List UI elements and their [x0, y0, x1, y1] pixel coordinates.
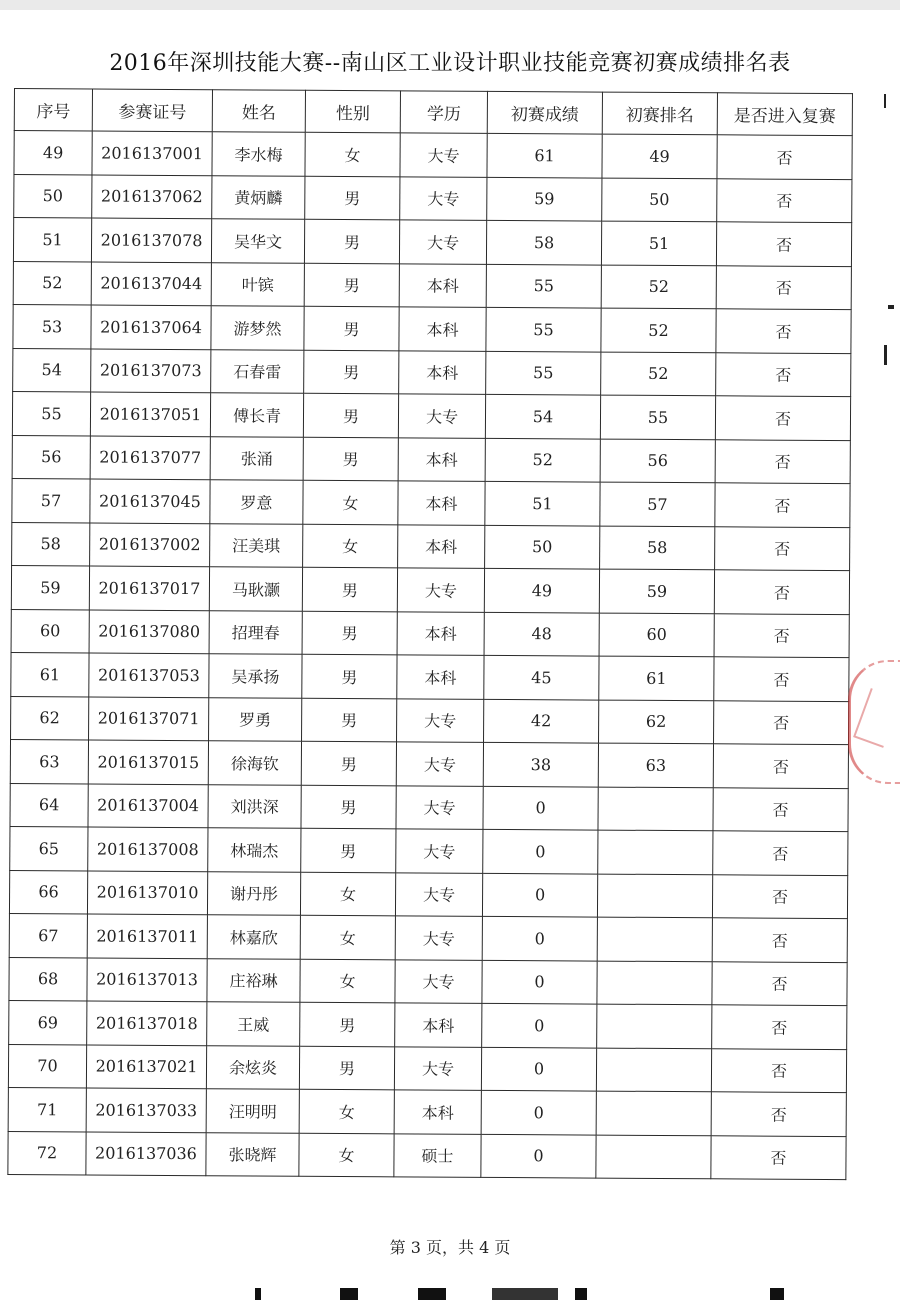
table-row: [13, 218, 851, 267]
cell-education: 大专: [400, 133, 487, 177]
cell-name: 石春雷: [211, 349, 304, 393]
cell-education: 本科: [399, 263, 486, 307]
table-row: [13, 304, 851, 353]
header-prelim-score: 初赛成绩: [487, 91, 602, 134]
scan-mark: [888, 305, 894, 309]
cell-gender: 女: [299, 1133, 394, 1177]
cell-education: 本科: [394, 1090, 481, 1134]
cell-entry-id: 2016137008: [88, 827, 208, 871]
cell-gender: 男: [304, 350, 399, 394]
cell-prelim-score: 0: [483, 829, 598, 873]
scan-mark: [255, 1288, 261, 1300]
scan-mark: [884, 345, 887, 365]
cell-advance: 否: [716, 352, 851, 396]
cell-gender: 男: [304, 219, 399, 263]
cell-seq: 55: [12, 391, 90, 435]
cell-seq: 53: [13, 304, 91, 348]
cell-name: 招理春: [209, 610, 302, 654]
red-stamp: [848, 660, 900, 784]
cell-seq: 59: [11, 565, 89, 609]
header-advance: 是否进入复赛: [717, 93, 852, 136]
cell-advance: 否: [712, 918, 847, 962]
cell-name: 谢丹彤: [207, 871, 300, 915]
cell-prelim-rank: 56: [600, 439, 715, 483]
cell-name: 李水梅: [212, 132, 305, 176]
cell-prelim-rank: 50: [602, 178, 717, 222]
header-gender: 性别: [305, 90, 400, 133]
cell-name: 余炫炎: [206, 1045, 299, 1089]
cell-seq: 63: [10, 739, 88, 783]
cell-seq: 64: [10, 783, 88, 827]
table-row: [9, 957, 847, 1006]
scan-edge: [0, 0, 900, 10]
header-prelim-rank: 初赛排名: [602, 92, 717, 135]
table-row: [12, 391, 850, 440]
cell-education: 大专: [400, 176, 487, 220]
cell-entry-id: 2016137011: [87, 914, 207, 958]
cell-name: 张晓辉: [206, 1132, 299, 1176]
cell-entry-id: 2016137051: [90, 392, 210, 436]
cell-name: 黄炳麟: [212, 175, 305, 219]
cell-gender: 女: [300, 872, 395, 916]
cell-name: 汪美琪: [210, 523, 303, 567]
cell-prelim-rank: 52: [601, 308, 716, 352]
cell-prelim-score: 0: [481, 1090, 596, 1134]
cell-advance: 否: [716, 265, 851, 309]
cell-entry-id: 2016137053: [89, 653, 209, 697]
cell-seq: 49: [14, 131, 92, 175]
cell-name: 罗勇: [209, 697, 302, 741]
cell-name: 庄裕琳: [207, 958, 300, 1002]
cell-entry-id: 2016137033: [86, 1088, 206, 1132]
cell-gender: 男: [300, 1002, 395, 1046]
cell-prelim-rank: [596, 1091, 711, 1135]
cell-advance: 否: [715, 526, 850, 570]
cell-advance: 否: [716, 222, 851, 266]
cell-seq: 50: [14, 174, 92, 218]
cell-prelim-score: 42: [484, 699, 599, 743]
cell-prelim-score: 45: [484, 655, 599, 699]
cell-entry-id: 2016137073: [91, 348, 211, 392]
cell-prelim-rank: [597, 917, 712, 961]
cell-gender: 女: [300, 959, 395, 1003]
cell-prelim-score: 54: [485, 394, 600, 438]
cell-gender: 男: [305, 176, 400, 220]
cell-seq: 57: [12, 478, 90, 522]
scan-mark: [884, 94, 886, 108]
cell-name: 游梦然: [211, 306, 304, 350]
cell-prelim-score: 0: [483, 786, 598, 830]
cell-name: 刘洪深: [208, 784, 301, 828]
cell-prelim-rank: 55: [600, 395, 715, 439]
table-row: [9, 1000, 847, 1049]
cell-advance: 否: [712, 874, 847, 918]
cell-education: 本科: [398, 437, 485, 481]
header-seq: 序号: [14, 89, 92, 131]
cell-seq: 52: [13, 261, 91, 305]
cell-entry-id: 2016137004: [88, 783, 208, 827]
cell-gender: 男: [303, 393, 398, 437]
cell-advance: 否: [714, 570, 849, 614]
cell-seq: 62: [11, 696, 89, 740]
cell-prelim-rank: 52: [601, 265, 716, 309]
cell-education: 大专: [399, 220, 486, 264]
cell-gender: 男: [299, 1046, 394, 1090]
cell-education: 本科: [399, 350, 486, 394]
cell-advance: 否: [711, 1092, 846, 1136]
cell-education: 大专: [397, 698, 484, 742]
cell-prelim-score: 52: [485, 438, 600, 482]
cell-advance: 否: [716, 309, 851, 353]
cell-seq: 70: [8, 1044, 86, 1088]
cell-gender: 男: [302, 654, 397, 698]
cell-prelim-score: 55: [486, 264, 601, 308]
cell-prelim-score: 58: [486, 220, 601, 264]
cell-entry-id: 2016137015: [88, 740, 208, 784]
table-row: [10, 826, 848, 875]
table-row: [8, 1044, 846, 1093]
cell-entry-id: 2016137021: [86, 1044, 206, 1088]
cell-entry-id: 2016137013: [87, 957, 207, 1001]
cell-prelim-rank: 57: [600, 482, 715, 526]
scan-mark: [492, 1288, 558, 1300]
cell-seq: 61: [11, 652, 89, 696]
cell-seq: 65: [10, 826, 88, 870]
table-row: [12, 435, 850, 484]
cell-education: 大专: [398, 394, 485, 438]
cell-education: 大专: [396, 785, 483, 829]
cell-name: 王威: [207, 1002, 300, 1046]
scan-mark: [575, 1288, 587, 1300]
scan-mark: [340, 1288, 358, 1300]
cell-entry-id: 2016137045: [90, 479, 210, 523]
cell-prelim-score: 0: [482, 916, 597, 960]
cell-name: 吴承扬: [209, 654, 302, 698]
table-row: [11, 696, 849, 745]
cell-entry-id: 2016137010: [87, 870, 207, 914]
cell-entry-id: 2016137018: [87, 1001, 207, 1045]
cell-entry-id: 2016137080: [89, 609, 209, 653]
cell-advance: 否: [713, 787, 848, 831]
cell-prelim-score: 0: [481, 1134, 596, 1178]
cell-advance: 否: [715, 439, 850, 483]
cell-gender: 女: [303, 524, 398, 568]
cell-entry-id: 2016137036: [86, 1131, 206, 1175]
cell-name: 马耿灏: [209, 567, 302, 611]
cell-entry-id: 2016137078: [91, 218, 211, 262]
cell-advance: 否: [715, 396, 850, 440]
cell-gender: 男: [301, 741, 396, 785]
cell-name: 傅长青: [210, 393, 303, 437]
cell-gender: 女: [299, 1089, 394, 1133]
cell-prelim-score: 59: [487, 177, 602, 221]
cell-education: 大专: [396, 742, 483, 786]
cell-prelim-score: 51: [485, 481, 600, 525]
cell-prelim-rank: 51: [601, 221, 716, 265]
cell-prelim-rank: 63: [598, 743, 713, 787]
cell-prelim-rank: [598, 787, 713, 831]
scan-mark: [770, 1288, 784, 1300]
cell-seq: 67: [9, 913, 87, 957]
cell-seq: 51: [13, 218, 91, 262]
cell-entry-id: 2016137002: [90, 522, 210, 566]
cell-name: 张涌: [210, 436, 303, 480]
cell-name: 罗意: [210, 480, 303, 524]
cell-education: 本科: [397, 655, 484, 699]
cell-name: 林瑞杰: [208, 828, 301, 872]
cell-advance: 否: [711, 1135, 846, 1179]
cell-gender: 男: [302, 611, 397, 655]
cell-gender: 女: [303, 480, 398, 524]
cell-prelim-rank: 61: [599, 656, 714, 700]
cell-prelim-rank: 60: [599, 613, 714, 657]
header-name: 姓名: [212, 90, 305, 133]
table-row: [14, 174, 852, 223]
cell-gender: 男: [301, 785, 396, 829]
cell-entry-id: 2016137001: [92, 131, 212, 175]
cell-prelim-rank: 49: [602, 134, 717, 178]
cell-prelim-score: 48: [484, 612, 599, 656]
cell-advance: 否: [715, 483, 850, 527]
cell-gender: 男: [303, 437, 398, 481]
table-row: [11, 565, 849, 614]
cell-prelim-score: 0: [482, 1003, 597, 1047]
table-row: [11, 609, 849, 658]
header-entry-id: 参赛证号: [92, 89, 212, 132]
cell-seq: 66: [9, 870, 87, 914]
score-ranking-table: [7, 88, 853, 1180]
cell-education: 大专: [394, 1046, 481, 1090]
cell-education: 大专: [396, 829, 483, 873]
cell-advance: 否: [713, 744, 848, 788]
cell-gender: 男: [301, 828, 396, 872]
cell-prelim-score: 49: [484, 568, 599, 612]
cell-advance: 否: [714, 613, 849, 657]
cell-seq: 58: [12, 522, 90, 566]
cell-entry-id: 2016137071: [89, 696, 209, 740]
table-row: [10, 739, 848, 788]
cell-prelim-score: 0: [481, 1047, 596, 1091]
cell-gender: 女: [305, 132, 400, 176]
cell-prelim-score: 0: [482, 873, 597, 917]
cell-education: 硕士: [394, 1133, 481, 1177]
table-row: [14, 131, 852, 180]
cell-education: 大专: [395, 959, 482, 1003]
table-row: [13, 261, 851, 310]
cell-prelim-rank: [597, 874, 712, 918]
cell-seq: 54: [13, 348, 91, 392]
cell-entry-id: 2016137044: [91, 261, 211, 305]
page-title: 2016年深圳技能大赛--南山区工业设计职业技能竞赛初赛成绩排名表: [109, 51, 791, 76]
cell-name: 吴华文: [211, 219, 304, 263]
cell-prelim-score: 38: [483, 742, 598, 786]
cell-prelim-rank: 52: [601, 352, 716, 396]
table-row: [10, 783, 848, 832]
scan-mark: [418, 1288, 446, 1300]
cell-prelim-score: 55: [486, 307, 601, 351]
cell-advance: 否: [717, 135, 852, 179]
page-number: 第 3 页，共 4 页: [389, 1238, 511, 1257]
cell-advance: 否: [713, 831, 848, 875]
cell-seq: 71: [8, 1087, 86, 1131]
cell-prelim-rank: 59: [599, 569, 714, 613]
cell-gender: 女: [300, 915, 395, 959]
cell-seq: 56: [12, 435, 90, 479]
table-row: [9, 913, 847, 962]
cell-education: 大专: [395, 872, 482, 916]
table-row: [12, 522, 850, 571]
cell-prelim-score: 50: [485, 525, 600, 569]
cell-name: 叶镔: [211, 262, 304, 306]
cell-advance: 否: [717, 178, 852, 222]
cell-seq: 69: [9, 1000, 87, 1044]
cell-seq: 60: [11, 609, 89, 653]
cell-advance: 否: [714, 657, 849, 701]
cell-advance: 否: [712, 961, 847, 1005]
table-row: [11, 652, 849, 701]
cell-gender: 男: [302, 698, 397, 742]
cell-prelim-rank: [596, 1048, 711, 1092]
cell-education: 本科: [398, 481, 485, 525]
cell-gender: 男: [302, 567, 397, 611]
cell-name: 汪明明: [206, 1089, 299, 1133]
cell-education: 大专: [397, 568, 484, 612]
cell-entry-id: 2016137017: [89, 566, 209, 610]
cell-prelim-score: 55: [486, 351, 601, 395]
table-row: [12, 478, 850, 527]
cell-advance: 否: [714, 700, 849, 744]
cell-seq: 68: [9, 957, 87, 1001]
cell-advance: 否: [711, 1048, 846, 1092]
cell-education: 本科: [398, 524, 485, 568]
cell-entry-id: 2016137077: [90, 435, 210, 479]
cell-seq: 72: [8, 1131, 86, 1175]
cell-name: 徐海钦: [208, 741, 301, 785]
table-body: [8, 131, 852, 1180]
cell-prelim-score: 0: [482, 960, 597, 1004]
cell-gender: 男: [304, 263, 399, 307]
cell-education: 本科: [399, 307, 486, 351]
cell-name: 林嘉欣: [207, 915, 300, 959]
header-education: 学历: [400, 91, 487, 134]
cell-prelim-rank: [596, 1135, 711, 1179]
cell-prelim-rank: 58: [600, 526, 715, 570]
table-row: [8, 1087, 846, 1136]
cell-education: 本科: [397, 611, 484, 655]
cell-prelim-rank: [597, 1004, 712, 1048]
cell-entry-id: 2016137064: [91, 305, 211, 349]
cell-entry-id: 2016137062: [92, 174, 212, 218]
cell-gender: 男: [304, 306, 399, 350]
table-header-row: [14, 89, 852, 136]
cell-advance: 否: [712, 1005, 847, 1049]
table-row: [8, 1131, 846, 1180]
table-row: [13, 348, 851, 397]
cell-education: 大专: [395, 916, 482, 960]
cell-prelim-score: 61: [487, 133, 602, 177]
cell-education: 本科: [395, 1003, 482, 1047]
cell-prelim-rank: [597, 961, 712, 1005]
table-row: [9, 870, 847, 919]
cell-prelim-rank: 62: [599, 700, 714, 744]
cell-prelim-rank: [598, 830, 713, 874]
